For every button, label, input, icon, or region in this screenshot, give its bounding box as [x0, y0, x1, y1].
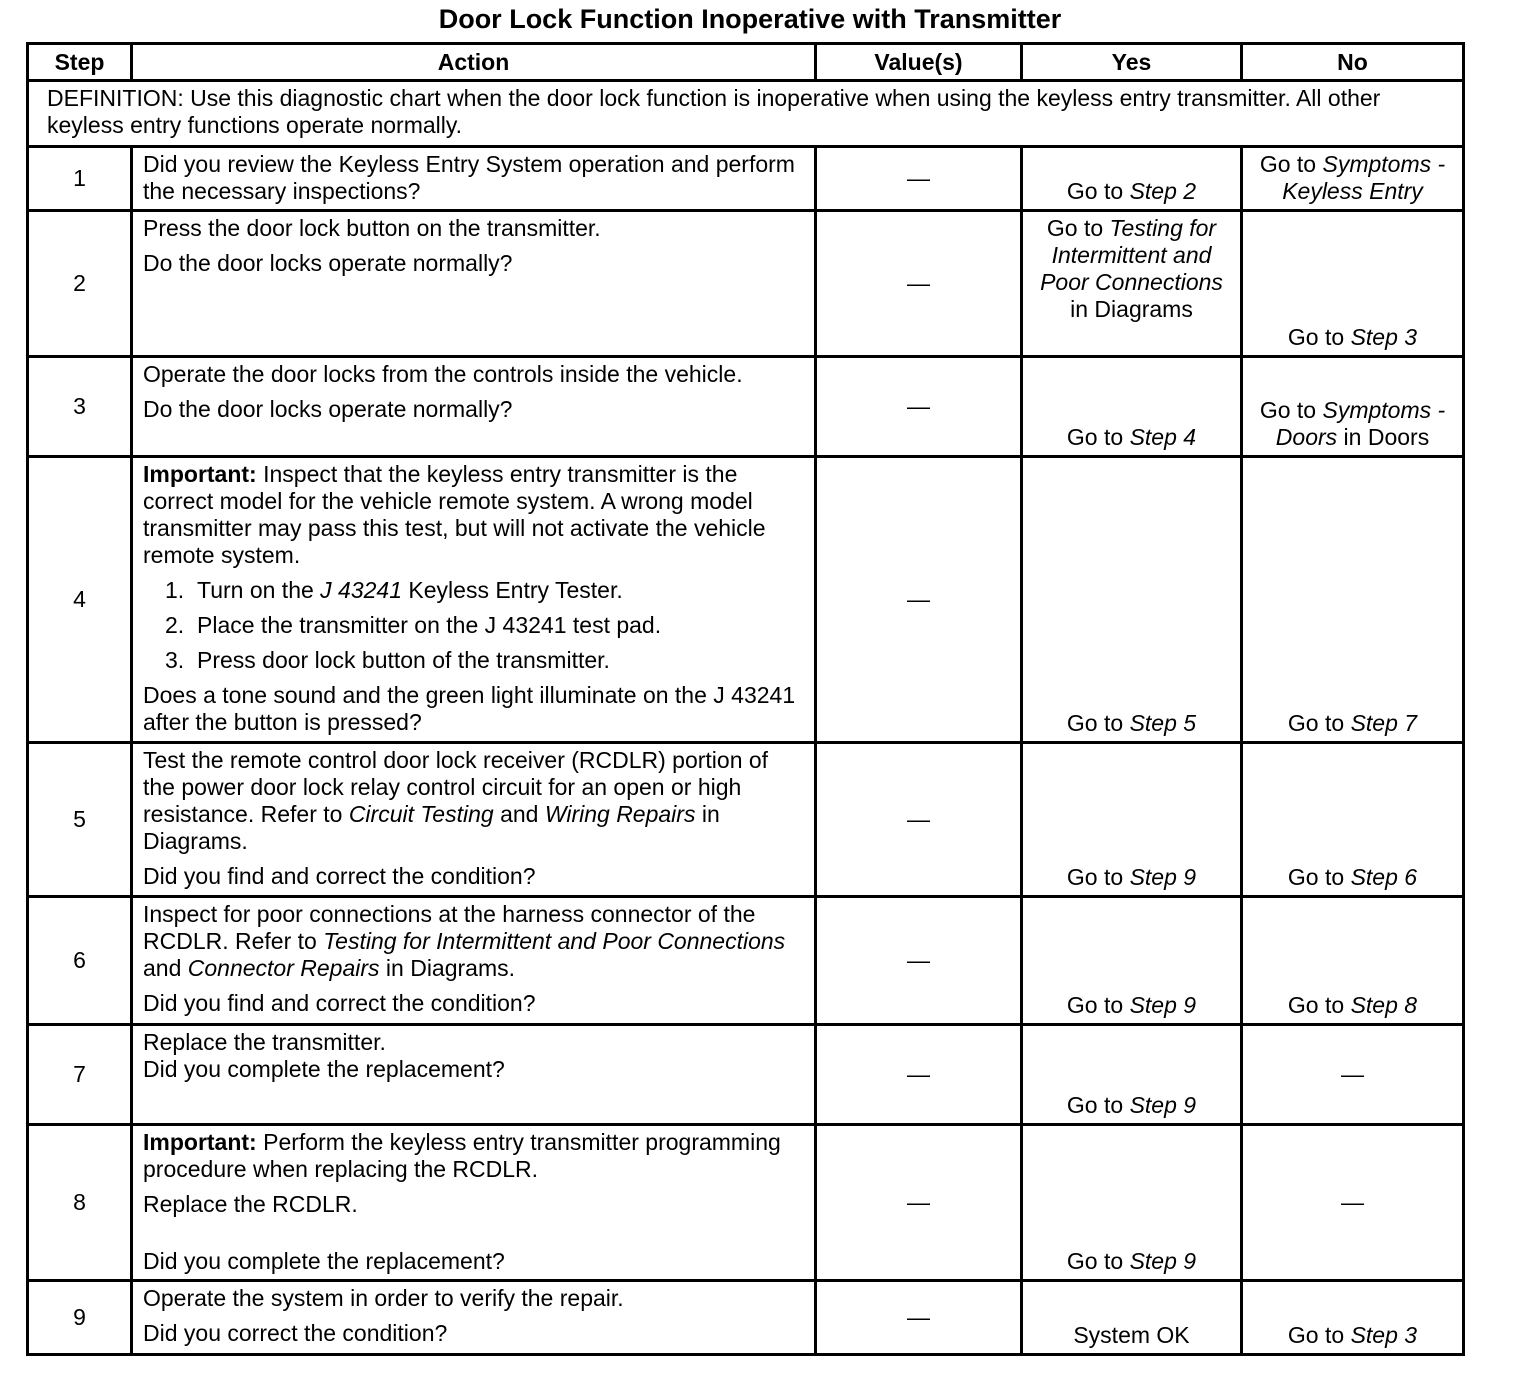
go-to-text: Go to	[1066, 992, 1124, 1018]
header-step: Step	[28, 44, 132, 81]
action-question: Do the door locks operate normally?	[143, 250, 513, 276]
value-cell: —	[816, 1025, 1022, 1125]
diagnostic-table	[26, 42, 1465, 1356]
action-cell	[132, 897, 816, 1025]
important-label: Important:	[143, 1129, 257, 1155]
no-cell	[1242, 457, 1464, 743]
action-text	[143, 747, 804, 855]
header-yes: Yes	[1022, 44, 1242, 81]
action-question: Do the door locks operate normally?	[143, 396, 513, 422]
list-text: Place the transmitter on the J 43241 test pad.	[197, 612, 662, 638]
procedure-list	[143, 577, 804, 674]
yes-cell	[1022, 1125, 1242, 1281]
page-title: Door Lock Function Inoperative with Transmitter	[438, 4, 1062, 34]
circuit-testing-reference[interactable]: Circuit Testing	[348, 801, 494, 827]
no-cell	[1242, 897, 1464, 1025]
go-to-text: Go to	[1066, 710, 1124, 736]
value-cell: —	[816, 457, 1022, 743]
go-to-text: Go to	[1287, 1322, 1345, 1348]
step-number: 1	[28, 147, 132, 211]
important-text: Perform the keyless entry transmitter programming procedure when replacing the RCDLR.	[143, 1129, 781, 1182]
step-reference[interactable]: Step 6	[1350, 864, 1418, 890]
list-item	[165, 647, 804, 674]
action-text: Press the door lock button on the transmitter.	[143, 215, 601, 241]
header-values: Value(s)	[816, 44, 1022, 81]
step-number: 3	[28, 357, 132, 457]
list-number: 3.	[165, 647, 185, 673]
action-cell	[132, 357, 816, 457]
value-cell: —	[816, 1281, 1022, 1355]
action-cell	[132, 1281, 816, 1355]
in-text: in	[1343, 424, 1362, 450]
table-row	[28, 1025, 1464, 1125]
action-question: Did you complete the replacement?	[143, 1056, 505, 1082]
step-reference[interactable]: Step 9	[1129, 864, 1197, 890]
value-cell: —	[816, 897, 1022, 1025]
value-cell: —	[816, 357, 1022, 457]
go-to-text: Go to	[1066, 178, 1124, 204]
header-row	[28, 44, 1464, 81]
go-to-text: Go to	[1066, 864, 1124, 890]
no-cell	[1242, 147, 1464, 211]
value-cell: —	[816, 743, 1022, 897]
step-reference[interactable]: Step 4	[1129, 424, 1197, 450]
action-text: Replace the transmitter.	[143, 1029, 386, 1055]
action-text	[143, 901, 804, 982]
list-item	[165, 612, 804, 639]
diagrams-text: in Diagrams	[1070, 296, 1193, 322]
table-row	[28, 211, 1464, 357]
list-text: Turn on the	[197, 577, 314, 603]
step-reference[interactable]: Step 3	[1350, 324, 1418, 350]
action-question: Did you find and correct the condition?	[143, 990, 536, 1016]
definition-text: DEFINITION: Use this diagnostic chart when the door lock function is inoperative when using the keyless entry transmitter. All other keyless entry functions operate normally.	[28, 81, 1464, 147]
action-question: Did you find and correct the condition?	[143, 863, 536, 889]
step-number: 5	[28, 743, 132, 897]
action-text-part: and	[143, 955, 182, 981]
table-row	[28, 357, 1464, 457]
value-cell: —	[816, 211, 1022, 357]
go-to-text: Go to	[1066, 1092, 1124, 1118]
value-cell: —	[816, 147, 1022, 211]
step-number: 2	[28, 211, 132, 357]
step-reference[interactable]: Step 9	[1129, 1248, 1197, 1274]
action-cell	[132, 743, 816, 897]
action-text-part: in Diagrams.	[143, 801, 720, 854]
go-to-text: Go to	[1287, 324, 1345, 350]
action-text: Operate the system in order to verify the repair.	[143, 1285, 624, 1311]
go-to-text: Go to	[1259, 151, 1317, 177]
symptoms-reference[interactable]: Symptoms - Keyless Entry	[1282, 151, 1446, 204]
yes-cell	[1022, 457, 1242, 743]
table-row	[28, 1125, 1464, 1281]
yes-cell: System OK	[1022, 1281, 1242, 1355]
important-text: Inspect that the keyless entry transmitter is the correct model for the vehicle remote system. A wrong model transmitter may pass this test, but will not activate the vehicle remote system.	[143, 461, 766, 568]
action-text: Replace the RCDLR.	[143, 1191, 358, 1217]
yes-cell	[1022, 211, 1242, 357]
no-cell	[1242, 743, 1464, 897]
list-number: 2.	[165, 612, 185, 638]
doors-text: Doors	[1367, 424, 1430, 450]
yes-cell	[1022, 1025, 1242, 1125]
table-row	[28, 1281, 1464, 1355]
header-action: Action	[132, 44, 816, 81]
testing-reference[interactable]: Testing for Intermittent and Poor Connections	[1040, 215, 1223, 295]
action-cell	[132, 1125, 816, 1281]
go-to-text: Go to	[1046, 215, 1104, 241]
action-text-part: Test the remote control door lock receiver (RCDLR) portion of the power door lock relay control circuit for an open or high resistance. Refer to	[143, 747, 769, 827]
action-question: Did you complete the replacement?	[143, 1248, 505, 1274]
go-to-text: Go to	[1287, 710, 1345, 736]
action-question: Does a tone sound and the green light illuminate on the J 43241 after the button is pressed?	[143, 682, 796, 735]
value-cell: —	[816, 1125, 1022, 1281]
no-cell	[1242, 1281, 1464, 1355]
action-cell	[132, 147, 816, 211]
step-number: 6	[28, 897, 132, 1025]
table-row	[28, 897, 1464, 1025]
go-to-text: Go to	[1287, 992, 1345, 1018]
action-text-part: and	[500, 801, 539, 827]
action-cell	[132, 457, 816, 743]
step-reference[interactable]: Step 7	[1350, 710, 1418, 736]
step-reference[interactable]: Step 3	[1350, 1322, 1418, 1348]
action-cell	[132, 211, 816, 357]
step-reference[interactable]: Step 2	[1129, 178, 1197, 204]
tool-reference: J 43241	[320, 577, 403, 603]
go-to-text: Go to	[1066, 1248, 1124, 1274]
wiring-repairs-reference[interactable]: Wiring Repairs	[544, 801, 696, 827]
action-text: Operate the door locks from the controls inside the vehicle.	[143, 361, 743, 387]
list-text: Keyless Entry Tester.	[408, 577, 623, 603]
yes-cell	[1022, 357, 1242, 457]
yes-cell	[1022, 743, 1242, 897]
yes-cell	[1022, 897, 1242, 1025]
important-note	[143, 461, 804, 569]
step-reference[interactable]: Step 9	[1129, 992, 1197, 1018]
action-cell	[132, 1025, 816, 1125]
connector-repairs-reference[interactable]: Connector Repairs	[187, 955, 380, 981]
no-cell: —	[1242, 1025, 1464, 1125]
action-text-part: Inspect for poor connections at the harness connector of the RCDLR. Refer to	[143, 901, 756, 954]
testing-reference[interactable]: Testing for Intermittent and Poor Connections	[323, 928, 786, 954]
list-text: Press door lock button of the transmitter.	[197, 647, 610, 673]
action-text-part: in Diagrams.	[385, 955, 516, 981]
go-to-text: Go to	[1259, 397, 1317, 423]
step-number: 8	[28, 1125, 132, 1281]
list-number: 1.	[165, 577, 185, 603]
step-reference[interactable]: Step 5	[1129, 710, 1197, 736]
table-row	[28, 743, 1464, 897]
step-reference[interactable]: Step 8	[1350, 992, 1418, 1018]
action-question: Did you correct the condition?	[143, 1320, 448, 1346]
header-no: No	[1242, 44, 1464, 81]
no-cell	[1242, 211, 1464, 357]
important-label: Important:	[143, 461, 257, 487]
important-note	[143, 1129, 804, 1183]
go-to-text: Go to	[1066, 424, 1124, 450]
step-number: 7	[28, 1025, 132, 1125]
no-cell: —	[1242, 1125, 1464, 1281]
definition-row	[28, 81, 1464, 147]
yes-cell	[1022, 147, 1242, 211]
action-text: Did you review the Keyless Entry System operation and perform the necessary inspections?	[143, 151, 795, 204]
step-number: 9	[28, 1281, 132, 1355]
symptoms-reference[interactable]: Symptoms - Doors	[1275, 397, 1446, 450]
go-to-text: Go to	[1287, 864, 1345, 890]
step-number: 4	[28, 457, 132, 743]
table-row	[28, 457, 1464, 743]
step-reference[interactable]: Step 9	[1129, 1092, 1197, 1118]
list-item	[165, 577, 804, 604]
table-row	[28, 147, 1464, 211]
no-cell	[1242, 357, 1464, 457]
